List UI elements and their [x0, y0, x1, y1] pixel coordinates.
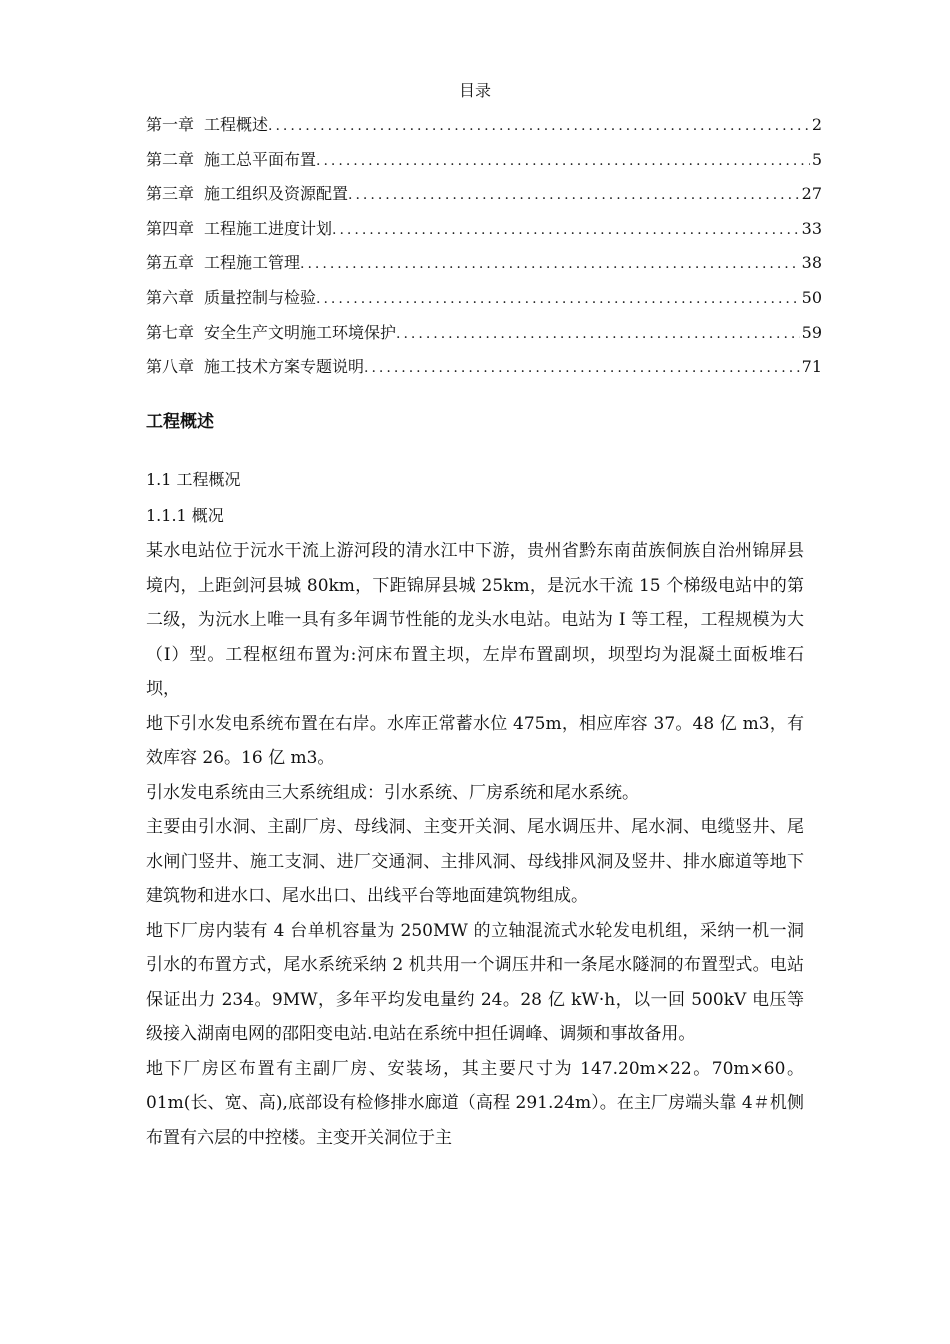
paragraph: 地下厂房区布置有主副厂房、安装场，其主要尺寸为 147.20m×22。70m×60。01m(长、宽、高),底部设有检修排水廊道（高程 291.24m）。在主厂房端头靠 4＃机侧布置有六层的中控楼。主变开关洞位于主: [146, 1058, 804, 1148]
toc-entry-page: 2: [811, 115, 822, 134]
toc-entry-page: 71: [801, 357, 822, 377]
toc-title: 目录: [458, 81, 491, 100]
toc-entry-number: 第二章: [146, 149, 195, 169]
toc-entry[interactable]: [146, 112, 822, 147]
toc-entry-page: 33: [801, 218, 822, 238]
toc-dot-leader: [348, 182, 800, 208]
toc-entry-number: 第五章: [146, 253, 195, 273]
toc-dot-leader: [316, 286, 800, 312]
toc-entry[interactable]: [146, 285, 822, 320]
toc-entry-title: 施工组织及资源配置: [204, 184, 349, 204]
toc-entry-number: 第一章: [146, 115, 195, 134]
paragraph: 主要由引水洞、主副厂房、母线洞、主变开关洞、尾水调压井、尾水洞、电缆竖井、尾水闸门竖井、施工支洞、进厂交通洞、主排风洞、母线排风洞及竖井、排水廊道等地下建筑物和进水口、尾水出口、出线平台等地面建筑物组成。: [146, 817, 804, 906]
toc-entry-number: 第八章: [146, 357, 195, 377]
toc-dot-leader: [300, 251, 800, 277]
toc-entry-page: 50: [801, 287, 822, 307]
toc-entry-title: 施工技术方案专题说明: [204, 357, 365, 377]
toc-entry-page: 5: [811, 149, 822, 169]
toc-entry-title: 工程概述: [204, 115, 269, 134]
subsection-heading: 1.1.1 概况: [146, 506, 224, 525]
toc-dot-leader: [396, 321, 800, 347]
table-of-contents: [146, 112, 822, 389]
toc-dot-leader: [364, 355, 800, 381]
body-text: [146, 534, 804, 1155]
section-heading: 1.1 工程概况: [146, 470, 241, 489]
toc-entry-number: 第六章: [146, 287, 195, 307]
toc-entry[interactable]: [146, 181, 822, 216]
toc-entry-page: 59: [801, 322, 822, 342]
toc-entry-title: 工程施工进度计划: [204, 218, 333, 238]
toc-entry-title: 安全生产文明施工环境保护: [204, 322, 397, 342]
toc-entry-title: 工程施工管理: [204, 253, 301, 273]
toc-dot-leader: [268, 113, 810, 139]
toc-entry[interactable]: [146, 354, 822, 389]
toc-entry-page: 27: [801, 184, 822, 204]
paragraph: 地下引水发电系统布置在右岸。水库正常蓄水位 475m，相应库容 37。48 亿 m3，有效库容 26。16 亿 m3。: [146, 713, 804, 768]
toc-dot-leader: [332, 217, 800, 243]
toc-dot-leader: [316, 148, 810, 174]
toc-entry[interactable]: [146, 216, 822, 251]
paragraph: 引水发电系统由三大系统组成：引水系统、厂房系统和尾水系统。: [146, 782, 639, 803]
toc-entry[interactable]: [146, 250, 822, 285]
toc-entry-number: 第三章: [146, 184, 195, 204]
toc-entry-number: 第七章: [146, 322, 195, 342]
toc-entry[interactable]: [146, 147, 822, 182]
toc-entry-title: 施工总平面布置: [204, 149, 317, 169]
chapter-heading: 工程概述: [146, 412, 214, 432]
toc-entry[interactable]: [146, 320, 822, 355]
paragraph: 某水电站位于沅水干流上游河段的清水江中下游，贵州省黔东南苗族侗族自治州锦屏县境内，上距剑河县城 80km，下距锦屏县城 25km，是沅水干流 15 个梯级电站中的第二级，为沅水上唯一具有多年调节性能的龙头水电站。电站为 I 等工程，工程规模为大（I）型。工程枢纽布置为:河床布置主坝，左岸布置副坝，坝型均为混凝土面板堆石坝，: [146, 541, 804, 699]
toc-entry-page: 38: [801, 253, 822, 273]
toc-entry-title: 质量控制与检验: [204, 287, 317, 307]
toc-entry-number: 第四章: [146, 218, 195, 238]
paragraph: 地下厂房内装有 4 台单机容量为 250MW 的立轴混流式水轮发电机组，采纳一机一洞引水的布置方式，尾水系统采纳 2 机共用一个调压井和一条尾水隧洞的布置型式。电站保证出力 234。9MW，多年平均发电量约 24。28 亿 kW·h，以一回 500kV 电压等级接入湖南电网的邵阳变电站.电站在系统中担任调峰、调频和事故备用。: [146, 920, 804, 1044]
